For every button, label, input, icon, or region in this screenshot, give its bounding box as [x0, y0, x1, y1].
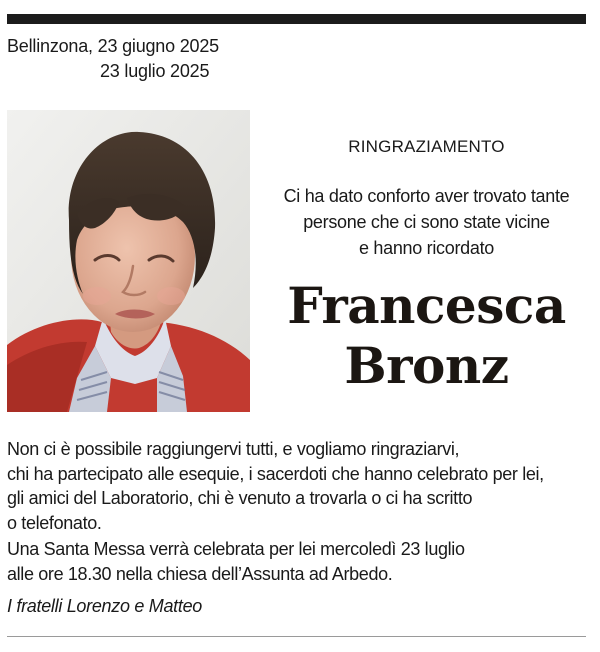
intro-line: persone che ci sono state vicine [303, 212, 550, 232]
message-line: gli amici del Laboratorio, chi è venuto a trovarla o ci ha scritto [7, 488, 473, 508]
intro-line: e hanno ricordato [359, 238, 494, 258]
message-line: o telefonato. [7, 512, 102, 533]
intro-text [260, 183, 593, 261]
last-name: Bronz [344, 336, 509, 395]
deceased-name [260, 276, 593, 396]
signature: I fratelli Lorenzo e Matteo [7, 596, 203, 616]
thanks-message [7, 437, 593, 586]
portrait-photo [7, 110, 250, 412]
message-line: chi ha partecipato alle esequie, i sacerdoti che hanno celebrato per lei, [7, 463, 544, 484]
place-date: Bellinzona, 23 giugno 2025 [7, 36, 219, 56]
notice-heading: RINGRAZIAMENTO [348, 137, 505, 156]
mass-line: Una Santa Messa verrà celebrata per lei mercoledì 23 luglio [7, 539, 465, 559]
first-name: Francesca [287, 276, 566, 335]
message-line: Non ci è possibile raggiungervi tutti, e vogliamo ringraziarvi, [7, 439, 460, 459]
bottom-rule [7, 636, 586, 637]
mass-line: alle ore 18.30 nella chiesa dell’Assunta ad Arbedo. [7, 563, 393, 584]
top-rule [7, 14, 586, 24]
intro-line: Ci ha dato conforto aver trovato tante [283, 186, 570, 206]
second-date: 23 luglio 2025 [100, 61, 210, 81]
